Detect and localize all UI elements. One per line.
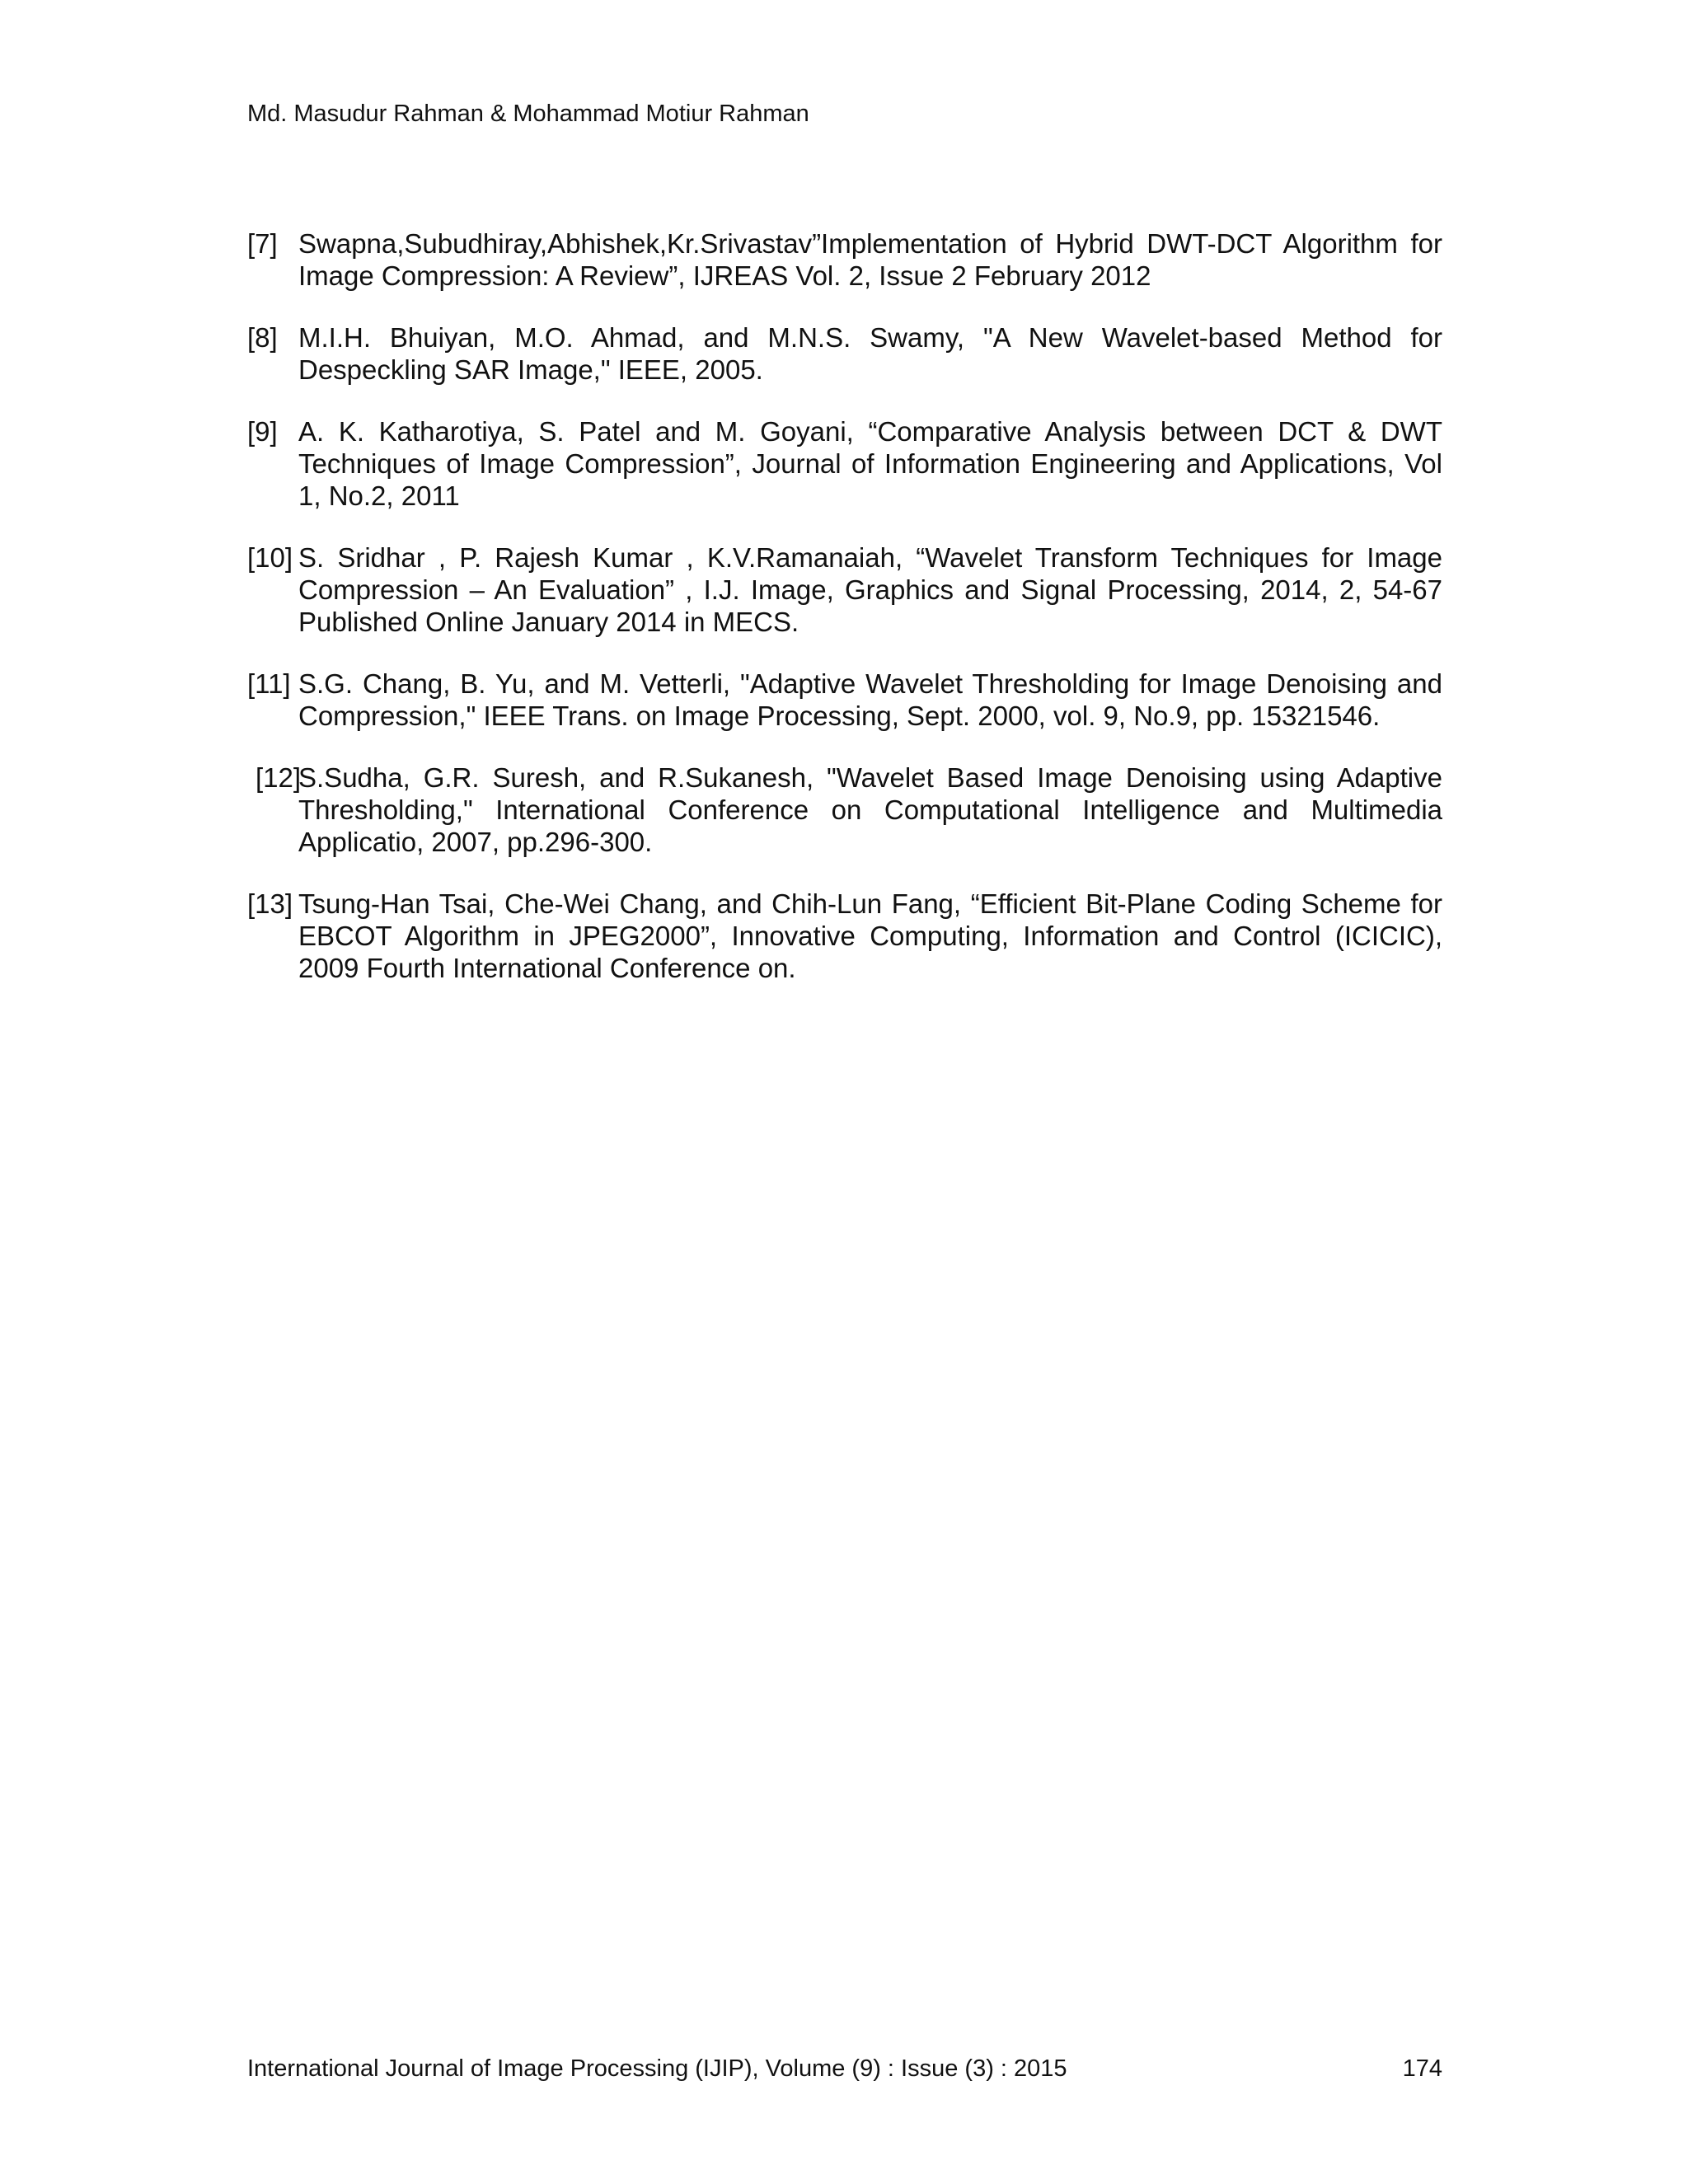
reference-item: [247, 762, 1442, 858]
journal-citation: International Journal of Image Processing (IJIP), Volume (9) : Issue (3) : 2015: [247, 2055, 1067, 2082]
reference-item: [247, 415, 1442, 512]
reference-number: [13]: [247, 888, 293, 919]
page-footer: [247, 2054, 1442, 2083]
reference-text: S.G. Chang, B. Yu, and M. Vetterli, "Adaptive Wavelet Thresholding for Image Denoising and Compression," IEEE Trans. on Image Processing, Sept. 2000, vol. 9, No.9, pp. 15321546.: [298, 668, 1442, 731]
reference-item: [247, 888, 1442, 984]
reference-number: [12]: [256, 762, 302, 793]
page-number: 174: [1402, 2055, 1442, 2082]
reference-item: [247, 227, 1442, 292]
reference-number: [9]: [247, 416, 278, 447]
reference-text: Swapna,Subudhiray,Abhishek,Kr.Srivastav”Implementation of Hybrid DWT-DCT Algorithm for Image Compression: A Review”, IJREAS Vol. 2, Issue 2 February 2012: [298, 228, 1442, 291]
reference-number: [8]: [247, 322, 278, 353]
reference-number: [11]: [247, 668, 291, 699]
reference-number: [7]: [247, 228, 278, 259]
reference-item: [247, 321, 1442, 386]
reference-text: M.I.H. Bhuiyan, M.O. Ahmad, and M.N.S. Swamy, "A New Wavelet-based Method for Despeckling SAR Image," IEEE, 2005.: [298, 322, 1442, 385]
reference-item: [247, 668, 1442, 732]
reference-text: A. K. Katharotiya, S. Patel and M. Goyani, “Comparative Analysis between DCT & DWT Techniques of Image Compression”, Journal of Information Engineering and Applications, Vol 1, No.2, 2011: [298, 416, 1442, 511]
reference-item: [247, 541, 1442, 638]
reference-number: [10]: [247, 542, 293, 573]
reference-text: S.Sudha, G.R. Suresh, and R.Sukanesh, "Wavelet Based Image Denoising using Adaptive Thresholding," International Conference on Computational Intelligence and Multimedia Applicatio, 2007, pp.296-300.: [298, 762, 1442, 857]
running-head: Md. Masudur Rahman & Mohammad Motiur Rahman: [247, 101, 809, 127]
reference-text: S. Sridhar , P. Rajesh Kumar , K.V.Ramanaiah, “Wavelet Transform Techniques for Image Compression – An Evaluation” , I.J. Image, Graphics and Signal Processing, 2014, 2, 54-67 Published Online January 2014 in MECS.: [298, 542, 1442, 637]
reference-text: Tsung-Han Tsai, Che-Wei Chang, and Chih-Lun Fang, “Efficient Bit-Plane Coding Scheme for EBCOT Algorithm in JPEG2000”, Innovative Computing, Information and Control (ICICIC), 2009 Fourth International Conference on.: [298, 888, 1442, 983]
reference-list: [247, 227, 1442, 1014]
